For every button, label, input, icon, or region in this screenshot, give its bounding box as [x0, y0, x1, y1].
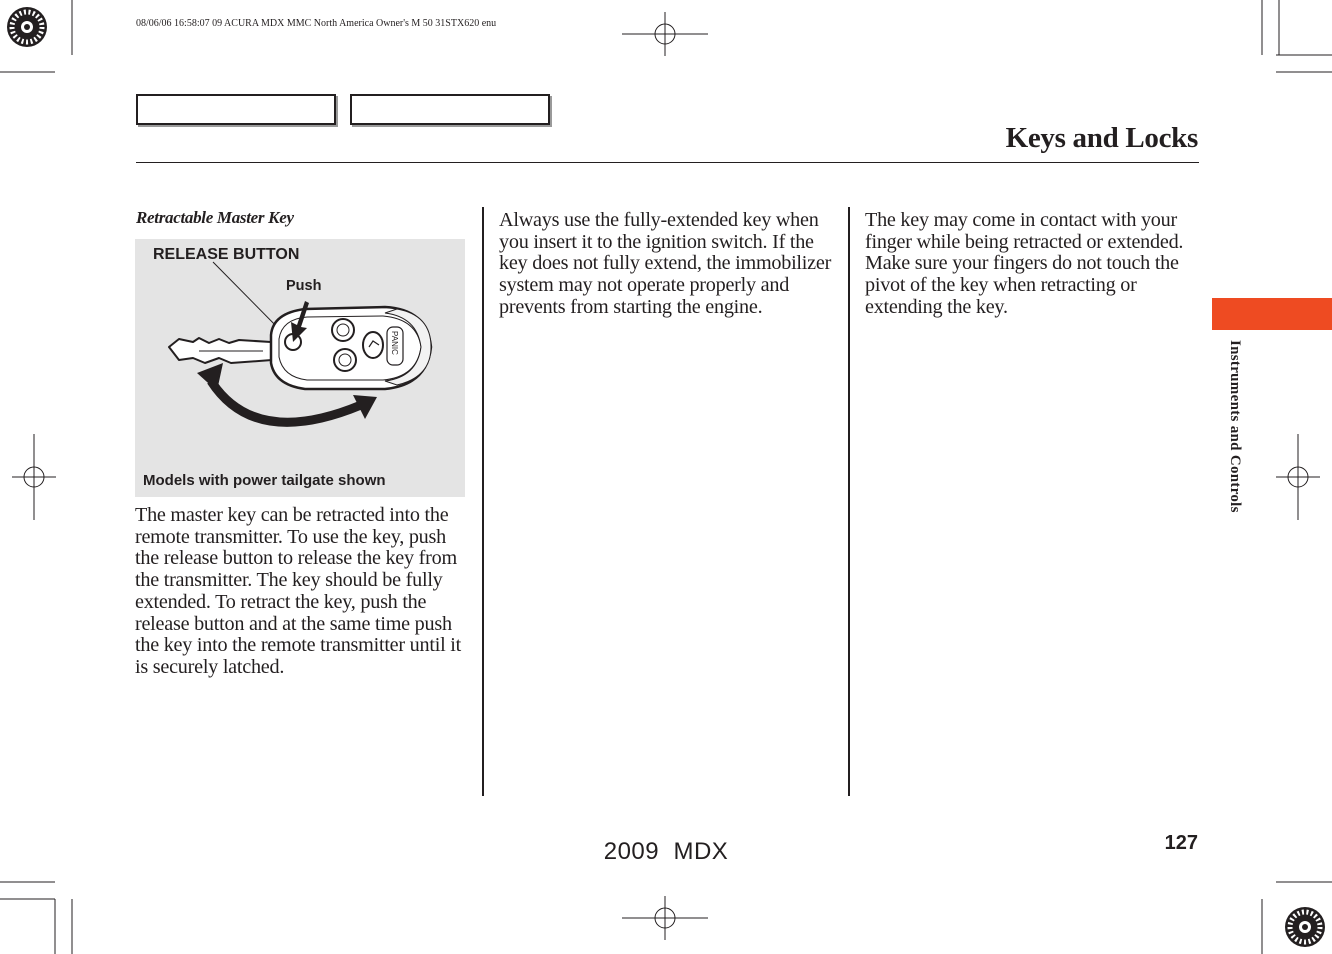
body-paragraph-2: Always use the fully-extended key when you insert it to the ignition switch. If the key does not fully extend, the immobilizer system may not operate properly and prevents from starting the engine. [499, 209, 832, 318]
section-label: Instruments and Controls [1227, 340, 1243, 513]
panic-button-label: PANIC [390, 331, 399, 355]
page-title: Keys and Locks [1005, 122, 1198, 154]
crosshair-left-icon [12, 434, 56, 520]
figure-caption: Models with power tailgate shown [143, 472, 386, 489]
crosshair-bottom-icon [622, 896, 708, 940]
body-paragraph-1: The master key can be retracted into the remote transmitter. To use the key, push the release button to release the key from the transmitter. The key should be fully extended. To retract the key, push the release button and at the same time push the key into the remote transmitter until it is securely latched. [135, 504, 461, 678]
figure-heading: Retractable Master Key [136, 208, 294, 227]
registration-mark-top-left-icon [7, 7, 47, 47]
column-divider [848, 207, 850, 796]
crosshair-right-icon [1276, 434, 1320, 520]
model-footer: 2009 MDX [603, 838, 729, 865]
registration-mark-bottom-right-icon [1285, 907, 1325, 947]
page-number: 127 [1164, 832, 1198, 854]
column-divider [482, 207, 484, 796]
release-button-label: RELEASE BUTTON [153, 246, 300, 263]
print-header: 08/06/06 16:58:07 09 ACURA MDX MMC North America Owner's M 50 31STX620 enu [136, 18, 497, 29]
key-figure [135, 239, 465, 497]
body-paragraph-3: The key may come in contact with your finger while being retracted or extended. Make sure your fingers do not touch the pivot of the key when retracting or extending the key. [865, 209, 1184, 318]
remote-transmitter-icon [271, 307, 431, 389]
nav-button-next[interactable] [350, 94, 550, 125]
section-tab[interactable] [1212, 298, 1332, 330]
key-blade-icon [169, 338, 272, 363]
push-label: Push [286, 278, 322, 294]
crosshair-top-icon [622, 12, 708, 56]
nav-button-back[interactable] [136, 94, 336, 125]
title-rule [136, 162, 1199, 163]
